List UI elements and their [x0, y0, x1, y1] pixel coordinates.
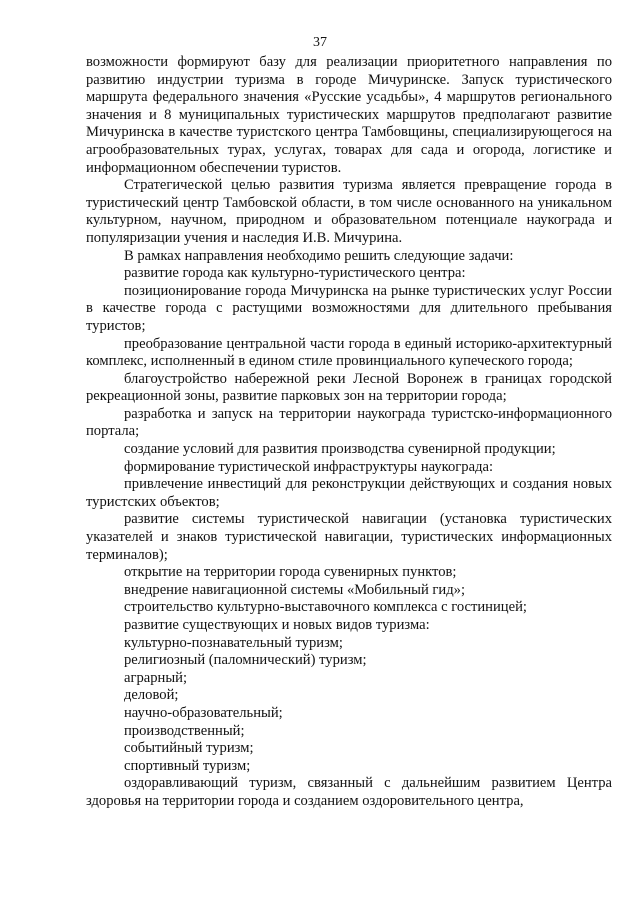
paragraph: создание условий для развития производства сувенирной продукции;	[124, 441, 556, 458]
paragraph: строительство культурно-выставочного комплекса с гостиницей;	[124, 599, 527, 616]
paragraph: оздоравливающий туризм, связанный с дальнейшим развитием Центра здоровья на территории города и созданием оздоровительного центра,	[86, 775, 612, 809]
paragraph: деловой;	[124, 687, 179, 704]
paragraph: открытие на территории города сувенирных пунктов;	[124, 564, 457, 581]
paragraph: научно-образовательный;	[124, 704, 283, 721]
paragraph: В рамках направления необходимо решить следующие задачи:	[124, 247, 514, 264]
paragraph: развитие системы туристической навигации (установка туристических указателей и знаков туристической навигации, туристических информационных терминалов);	[86, 511, 612, 563]
paragraph: событийный туризм;	[124, 740, 254, 757]
paragraph: разработка и запуск на территории наукограда туристско-информационного портала;	[86, 405, 612, 440]
paragraph: привлечение инвестиций для реконструкции действующих и создания новых туристских объектов;	[86, 476, 612, 510]
paragraph: благоустройство набережной реки Лесной Воронеж в границах городской рекреационной зоны, развитие парковых зон на территории города;	[86, 370, 612, 405]
paragraph: культурно-познавательный туризм;	[124, 634, 343, 651]
paragraph: производственный;	[124, 722, 245, 739]
paragraph: формирование туристической инфраструктуры наукограда:	[124, 458, 494, 475]
document-body	[86, 54, 612, 811]
paragraph: Стратегической целью развития туризма является превращение города в туристический центр Тамбовской области, в том числе основанного на уникальном культурном, научном, природном и образовательном потенциале наукограда и популяризации учения и наследия И.В. Мичурина.	[86, 177, 612, 246]
paragraph: религиозный (паломнический) туризм;	[124, 652, 367, 669]
paragraph: аграрный;	[124, 669, 188, 686]
paragraph: развитие существующих и новых видов туризма:	[124, 617, 430, 633]
paragraph: спортивный туризм;	[124, 757, 251, 774]
page-number: 37	[313, 35, 327, 50]
paragraph: преобразование центральной части города в единый историко-архитектурный комплекс, исполненный в едином стиле провинциального купеческого города;	[86, 335, 612, 370]
paragraph: возможности формируют базу для реализации приоритетного направления по развитию индустрии туризма в городе Мичуринске. Запуск туристического маршрута федерального значения «Русские усадьбы», 4 маршрутов регионального значения и 8 муниципальных туристических маршрутов предполагают развитие Мичуринска в качестве туристского центра Тамбовщины, специализирующегося на агрообразовательных турах, услугах, товарах для сада и огорода, логистике и информационном обеспечении туристов.	[86, 54, 612, 176]
paragraph: внедрение навигационной системы «Мобильный гид»;	[124, 581, 466, 598]
paragraph: позиционирование города Мичуринска на рынке туристических услуг России в качестве города с растущими возможностями для длительного пребывания туристов;	[86, 282, 612, 334]
paragraph: развитие города как культурно-туристического центра:	[124, 265, 466, 282]
